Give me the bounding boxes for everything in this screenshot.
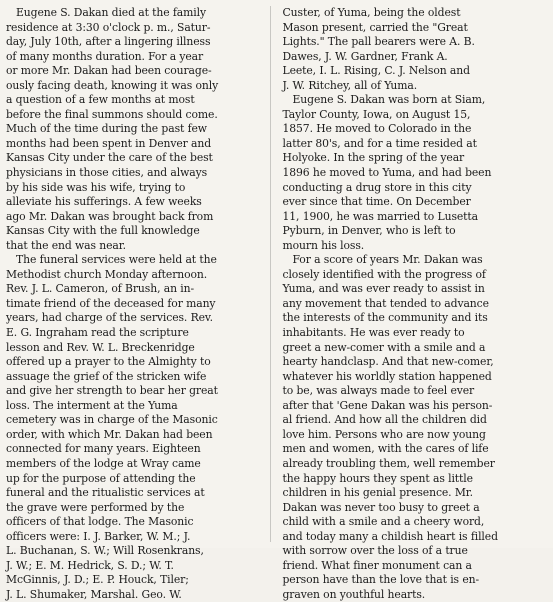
text-line: officers of that lodge. The Masonic — [6, 515, 194, 529]
text-line: Leete, I. L. Rising, C. J. Nelson and — [282, 64, 470, 78]
text-line: person have than the love that is en- — [282, 573, 480, 587]
text-line: residence at 3:30 o'clock p. m., Satur- — [6, 20, 211, 34]
column-divider — [270, 6, 271, 542]
text-line: to be, was always made to feel ever — [282, 384, 475, 398]
text-line: and today many a childish heart is filled — [282, 529, 498, 543]
text-line: physicians in those cities, and always — [6, 166, 208, 180]
text-line: up for the purpose of attending the — [6, 471, 196, 485]
text-line: graven on youthful hearts. — [282, 587, 426, 601]
text-line: Eugene S. Dakan was born at Siam, — [292, 93, 486, 107]
text-line: already troubling them, well remember — [282, 456, 495, 470]
text-line: closely identified with the progress of — [282, 267, 486, 281]
text-line: Kansas City with the full knowledge — [6, 224, 200, 238]
text-line: latter 80's, and for a time resided at — [282, 136, 477, 150]
text-line: ever since that time. On December — [282, 195, 471, 209]
text-line: a question of a few months at most — [6, 93, 195, 107]
text-line: J. W. Ritchey, all of Yuma. — [282, 78, 418, 92]
text-line: 1857. He moved to Colorado in the — [282, 122, 472, 136]
right-column — [282, 6, 548, 601]
text-line: the interests of the community and its — [282, 311, 488, 325]
text-line: McGinnis, J. D.; E. P. Houck, Tiler; — [6, 573, 189, 587]
text-line: inhabitants. He was ever ready to — [282, 326, 465, 340]
text-line: loss. The interment at the Yuma — [6, 398, 178, 412]
text-line: Kansas City under the care of the best — [6, 151, 213, 165]
text-line: al friend. And how all the children did — [282, 413, 487, 427]
text-line: assuage the grief of the stricken wife — [6, 369, 207, 383]
text-line: Much of the time during the past few — [6, 122, 207, 136]
text-line: Lights." The pall bearers were A. B. — [282, 35, 475, 49]
text-line: alleviate his sufferings. A few weeks — [6, 195, 202, 209]
text-line: Holyoke. In the spring of the year — [282, 151, 465, 165]
text-line: Rev. J. L. Cameron, of Brush, an in- — [6, 282, 195, 296]
text-line: whatever his worldly station happened — [282, 369, 492, 383]
text-line: Dawes, J. W. Gardner, Frank A. — [282, 49, 448, 63]
text-line: J. L. Shumaker, Marshal. Geo. W. — [6, 587, 182, 601]
text-line: that the end was near. — [6, 238, 126, 252]
text-line: Taylor County, Iowa, on August 15, — [282, 107, 471, 121]
text-line: hearty handclasp. And that new-comer, — [282, 355, 494, 369]
text-line: with sorrow over the loss of a true — [282, 544, 468, 558]
text-line: friend. What finer monument can a — [282, 558, 472, 572]
text-line: any movement that tended to advance — [282, 296, 489, 310]
text-line: L. Buchanan, S. W.; Will Rosenkrans, — [6, 544, 204, 558]
text-line: child with a smile and a cheery word, — [282, 515, 485, 529]
text-line: years, had charge of the services. Rev. — [6, 311, 213, 325]
text-line: Pyburn, in Denver, who is left to — [282, 224, 456, 238]
text-line: connected for many years. Eighteen — [6, 442, 201, 456]
text-line: love him. Persons who are now young — [282, 427, 486, 441]
text-line: For a score of years Mr. Dakan was — [292, 253, 483, 267]
left-column — [6, 6, 271, 601]
text-line: mourn his loss. — [282, 238, 365, 252]
text-line: Custer, of Yuma, being the oldest — [282, 6, 461, 19]
text-line: order, with which Mr. Dakan had been — [6, 427, 213, 441]
text-line: funeral and the ritualistic services at — [6, 486, 205, 500]
text-line: months had been spent in Denver and — [6, 136, 212, 150]
text-line: 1896 he moved to Yuma, and had been — [282, 166, 492, 180]
text-line: Methodist church Monday afternoon. — [6, 267, 208, 281]
text-line: timate friend of the deceased for many — [6, 296, 216, 310]
text-line: the happy hours they spent as little — [282, 471, 473, 485]
text-line: members of the lodge at Wray came — [6, 456, 201, 470]
text-line: Dakan was never too busy to greet a — [282, 500, 480, 514]
text-line: cemetery was in charge of the Masonic — [6, 413, 218, 427]
text-line: The funeral services were held at the — [16, 253, 217, 267]
text-line: 11, 1900, he was married to Lusetta — [282, 209, 478, 223]
text-line: after that 'Gene Dakan was his person- — [282, 398, 493, 412]
text-line: officers were: I. J. Barker, W. M.; J. — [6, 529, 191, 543]
text-line: lesson and Rev. W. L. Breckenridge — [6, 340, 195, 354]
text-line: Yuma, and was ever ready to assist in — [282, 282, 485, 296]
text-line: ago Mr. Dakan was brought back from — [6, 209, 214, 223]
article-columns — [6, 6, 547, 601]
text-line: the grave were performed by the — [6, 500, 185, 514]
text-line: children in his genial presence. Mr. — [282, 486, 474, 500]
text-line: E. G. Ingraham read the scripture — [6, 326, 189, 340]
text-line: and give her strength to bear her great — [6, 384, 218, 398]
text-line: J. W.; E. M. Hedrick, S. D.; W. T. — [6, 558, 174, 572]
text-line: Mason present, carried the "Great — [282, 20, 468, 34]
text-line: Eugene S. Dakan died at the family — [16, 6, 206, 19]
text-line: by his side was his wife, trying to — [6, 180, 186, 194]
text-line: ously facing death, knowing it was only — [6, 78, 219, 92]
text-line: men and women, with the cares of life — [282, 442, 489, 456]
text-line: conducting a drug store in this city — [282, 180, 472, 194]
text-line: day, July 10th, after a lingering illness — [6, 35, 211, 49]
text-line: or more Mr. Dakan had been courage- — [6, 64, 212, 78]
text-line: before the final summons should come. — [6, 107, 218, 121]
text-line: greet a new-comer with a smile and a — [282, 340, 486, 354]
text-line: of many months duration. For a year — [6, 49, 204, 63]
text-line: offered up a prayer to the Almighty to — [6, 355, 211, 369]
